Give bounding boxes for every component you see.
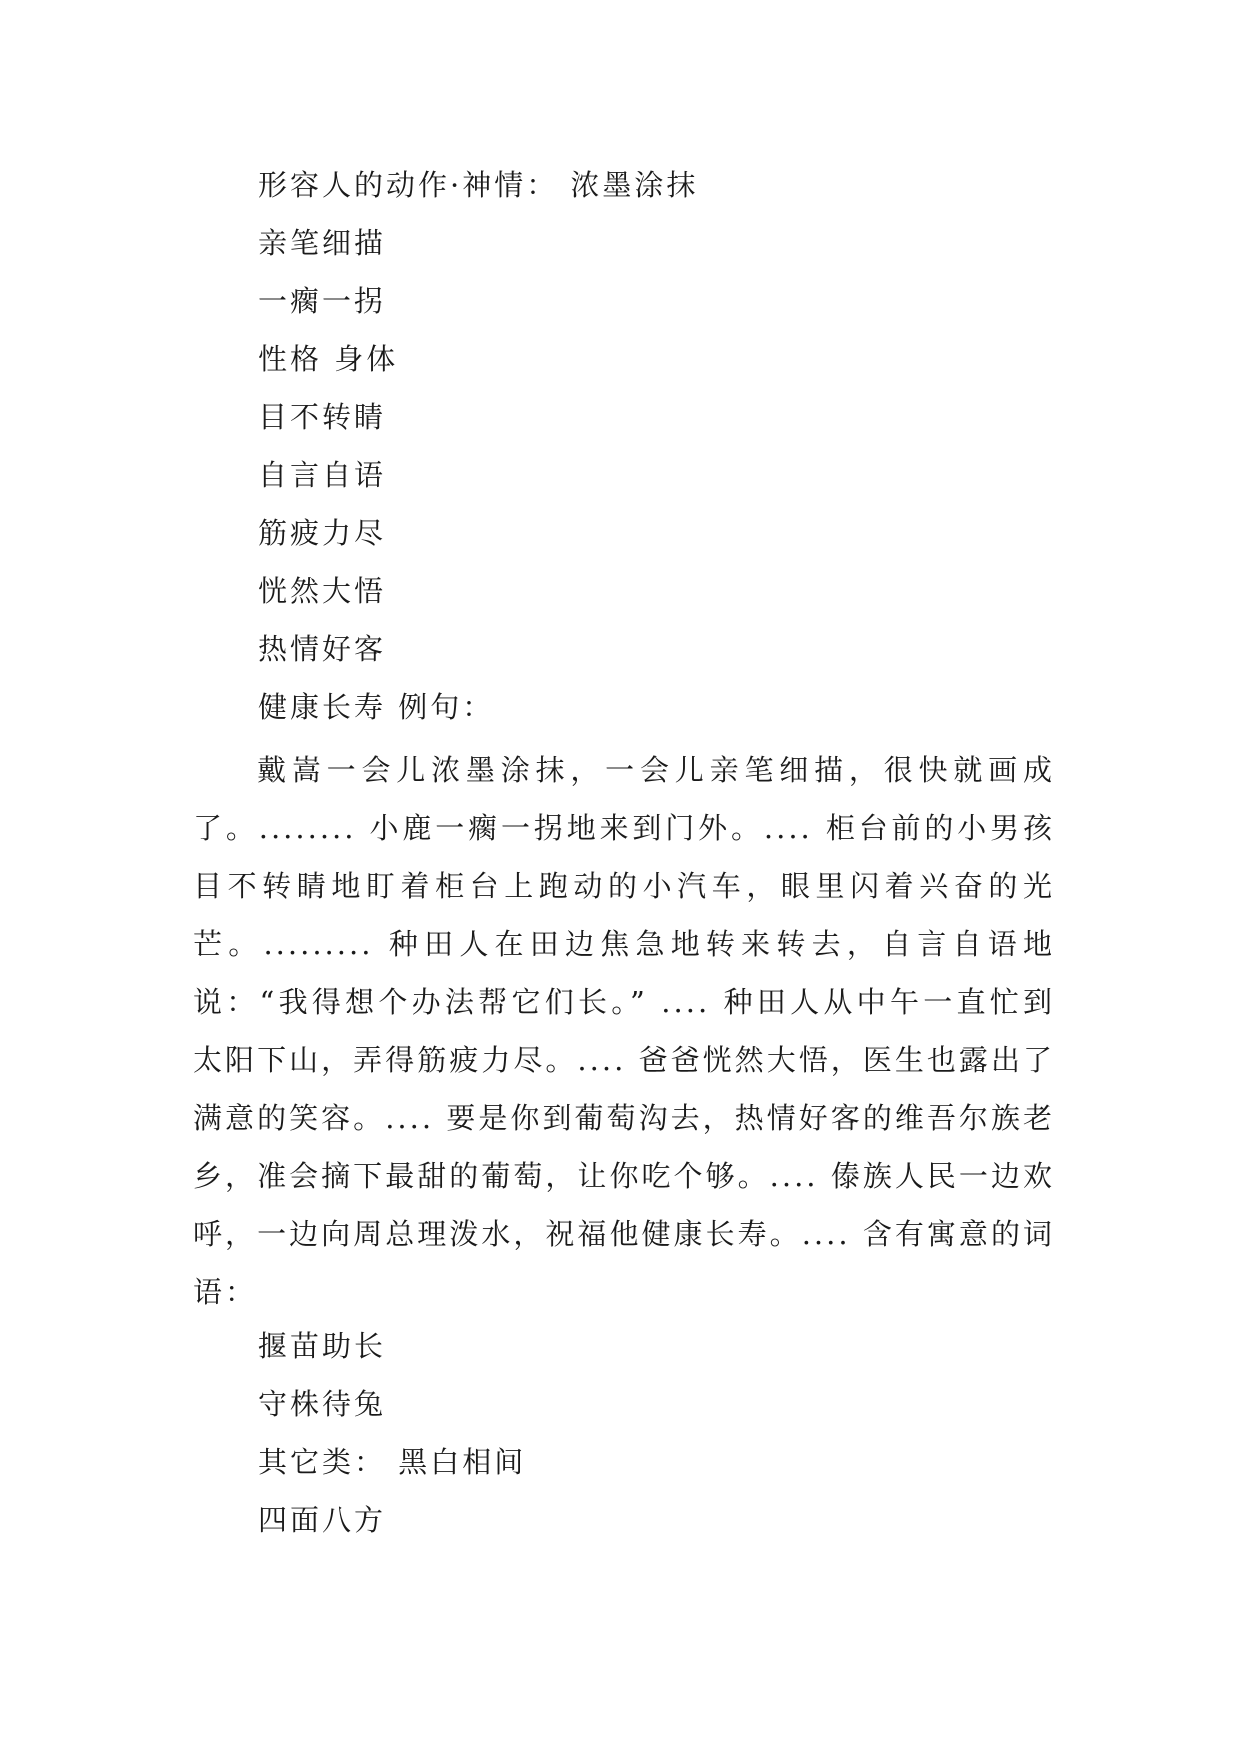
text-line: 揠苗助长	[258, 1329, 387, 1363]
example-paragraph: 戴嵩一会儿浓墨涂抹，一会儿亲笔细描，很快就画成了。........ 小鹿一瘸一拐地来到门外。.... 柜台前的小男孩目不转睛地盯着柜台上跑动的小汽车，眼里闪着兴奋的光芒。......... 种田人在田边焦急地转来转去，自言自语地说：“我得想个办法帮它们长。” .... 种田人从中午一直忙到太阳下山，弄得筋疲力尽。.... 爸爸恍然大悟，医生也露出了满意的笑容。.... 要是你到葡萄沟去，热情好客的维吾尔族老乡，准会摘下最甜的葡萄，让你吃个够。.... 傣族人民一边欢呼，一边向周总理泼水，祝福他健康长寿。.... 含有寓意的词语：	[193, 753, 1055, 1309]
text-line: 一瘸一拐	[258, 284, 387, 318]
text-line: 筋疲力尽	[258, 516, 387, 550]
text-line: 守株待兔	[258, 1387, 387, 1421]
text-line: 其它类： 黑白相间	[258, 1445, 527, 1479]
text-line: 目不转睛	[258, 400, 387, 434]
text-line: 热情好客	[258, 632, 387, 666]
text-line: 健康长寿 例句：	[258, 690, 495, 724]
text-line: 亲笔细描	[258, 226, 387, 260]
text-line: 自言自语	[258, 458, 387, 492]
text-line: 四面八方	[258, 1503, 387, 1537]
text-line: 性格 身体	[258, 342, 399, 376]
text-line: 形容人的动作·神情： 浓墨涂抹	[258, 168, 699, 202]
text-line: 恍然大悟	[258, 574, 387, 608]
